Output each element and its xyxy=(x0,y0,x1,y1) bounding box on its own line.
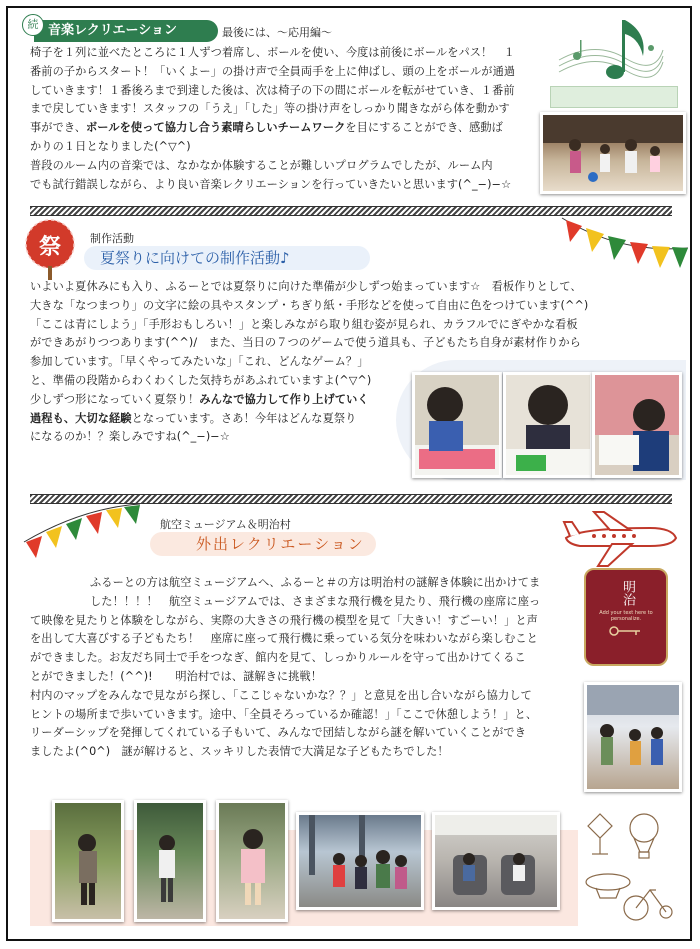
music-line: 椅子を１列に並べたところに１人ずつ着席し、ボールを使い、今度は前後にボールをパス！ １ xyxy=(30,46,515,59)
music-line: でも試行錯誤しながら、より良い音楽レクリエーションを行っていきたいと思います(^_−)−☆ xyxy=(30,177,512,191)
fan-character: 祭 xyxy=(38,235,61,260)
music-subtitle: 最後には、～応用編～ xyxy=(222,26,332,39)
outing-line: て映像を見たりと体験をしながら、実際の大きさの飛行機の模型を見て「大きい！すごーい！」と声 xyxy=(30,613,538,627)
meiji-title: 明治 xyxy=(620,580,635,606)
text: 少しずつ形になっていく夏祭り！ xyxy=(30,392,200,406)
craft-line: 大きな「なつまつり」の文字に絵の具やスタンプ・ちぎり紙・手形などを使って自由に色をつけています(^^) xyxy=(30,298,589,312)
outing-photo xyxy=(134,800,206,922)
craft-photo xyxy=(592,372,682,478)
craft-line: になるのか！？楽しみですね(^_−)−☆ xyxy=(30,430,230,444)
outing-line: リーダーシップを発揮してくれている子もいて、みんなで団結しながら謎を解いていくことができ xyxy=(30,726,526,740)
outing-line: ができました。お友だち同士で手をつなぎ、館内を見て、しっかりルールを守って出かけてくるこ xyxy=(30,651,526,665)
craft-line: 参加しています。「早くやってみたいな」「これ、どんなゲーム？」 xyxy=(30,355,369,369)
music-green-bar xyxy=(550,86,678,108)
outing-photo xyxy=(432,812,560,910)
festival-fan xyxy=(22,218,84,280)
airplane-icon xyxy=(560,510,680,568)
music-line: まで戻していきます！スタッフの「うえ」「した」等の掛け声をしっかり聞きながら体を動かす xyxy=(30,102,510,116)
outing-title: 外出レクリエーション xyxy=(150,532,376,556)
craft-line: ができあがりつつあります(^^)/ また、当日の７つのゲームで使う道具も、子どもたち自身が素材作りから xyxy=(30,336,581,350)
music-line: かりの１日となりました(^▽^) xyxy=(30,139,191,153)
meiji-subtext: personalize. xyxy=(610,616,642,622)
outing-photo xyxy=(216,800,288,922)
craft-title: 夏祭りに向けての制作活動♪ xyxy=(84,246,370,270)
outing-line: とができました！(^^)! 明治村では、謎解きに挑戦！ xyxy=(30,669,323,683)
text: となっています。さあ！今年はどんな夏祭り xyxy=(131,411,357,425)
outing-line: 村内のマップをみんなで見ながら探し、「ここじゃないかな？？」と意見を出し合いながら協力して xyxy=(30,688,532,702)
craft-line: 「ここは青にしよう」「手形おもしろい！」と楽しみながら取り組む姿が見られ、カラフルでにぎやかな看板 xyxy=(30,317,578,331)
craft-line: いよいよ夏休みにも入り、ふるーとでは夏祭りに向けた準備が少しずつ始まっています☆ 看板作りとして、 xyxy=(30,280,582,293)
outing-line: を出して大喜びする子どもたち！ 座席に座って飛行機に乗っている気分を味わいながら楽しむこと xyxy=(30,632,538,646)
meiji-subtext: Add your text here to xyxy=(599,610,653,616)
emphasis: 過程も、大切な経験 xyxy=(30,411,132,425)
outing-photo xyxy=(52,800,124,922)
music-photo xyxy=(540,112,686,194)
music-badge: 続 xyxy=(22,14,44,36)
emphasis: みんなで協力して作り上げていく xyxy=(199,392,369,406)
outing-line: ふるーとの方は航空ミュージアムへ、ふるーと＃の方は明治村の謎解き体験に出かけてま xyxy=(90,576,541,589)
outing-line: ましたよ(^0^) 謎が解けると、スッキリした表情で大満足な子どもたちでした！ xyxy=(30,745,449,759)
airplane-illustration xyxy=(560,510,680,568)
craft-photo xyxy=(503,372,593,478)
craft-photo xyxy=(412,372,502,478)
pennant-garland-icon xyxy=(22,502,142,582)
outing-line: した！！！！ 航空ミュージアムでは、さまざまな飛行機を見たり、飛行機の座席に座っ xyxy=(90,594,541,608)
outing-photo xyxy=(584,682,682,792)
vintage-illustrations xyxy=(578,808,678,926)
outing-line: ヒントの場所まで歩いていきます。途中、「全員そろっているか確認！」「ここで休憩しよう！」と、 xyxy=(30,707,538,721)
music-line: 番前の子からスタート！「いくよー」の掛け声で全員両手を上に伸ばし、頭の上をボールが通過 xyxy=(30,64,516,78)
music-line xyxy=(30,119,540,138)
music-title: 音楽レクリエーション xyxy=(34,20,218,42)
music-line: 普段のルーム内の音楽では、なかなか体験することが難しいプログラムでしたが、ルーム内 xyxy=(30,158,493,172)
music-line: していきます！１番後ろまで到達した後は、次は椅子の下の間にボールを転がせていき、１番前 xyxy=(30,83,515,97)
emphasis: ボールを使って協力し合う素晴らしいチームワーク xyxy=(86,121,346,135)
craft-label: 制作活動 xyxy=(90,232,134,245)
craft-line: と、準備の段階からわくわくした気持ちがあふれていますよ(^▽^) xyxy=(30,373,372,387)
balloon-icon xyxy=(630,814,658,858)
bicycle-icon xyxy=(624,890,672,920)
text: を目にすることができ、感動ば xyxy=(345,121,503,135)
outing-photo xyxy=(296,812,424,910)
music-note-illustration xyxy=(555,10,665,90)
key-icon xyxy=(586,624,666,638)
outing-label: 航空ミュージアム＆明治村 xyxy=(160,518,291,531)
meiji-card xyxy=(584,568,668,666)
text: 事ができ、 xyxy=(30,121,86,135)
music-note-icon xyxy=(555,10,665,90)
